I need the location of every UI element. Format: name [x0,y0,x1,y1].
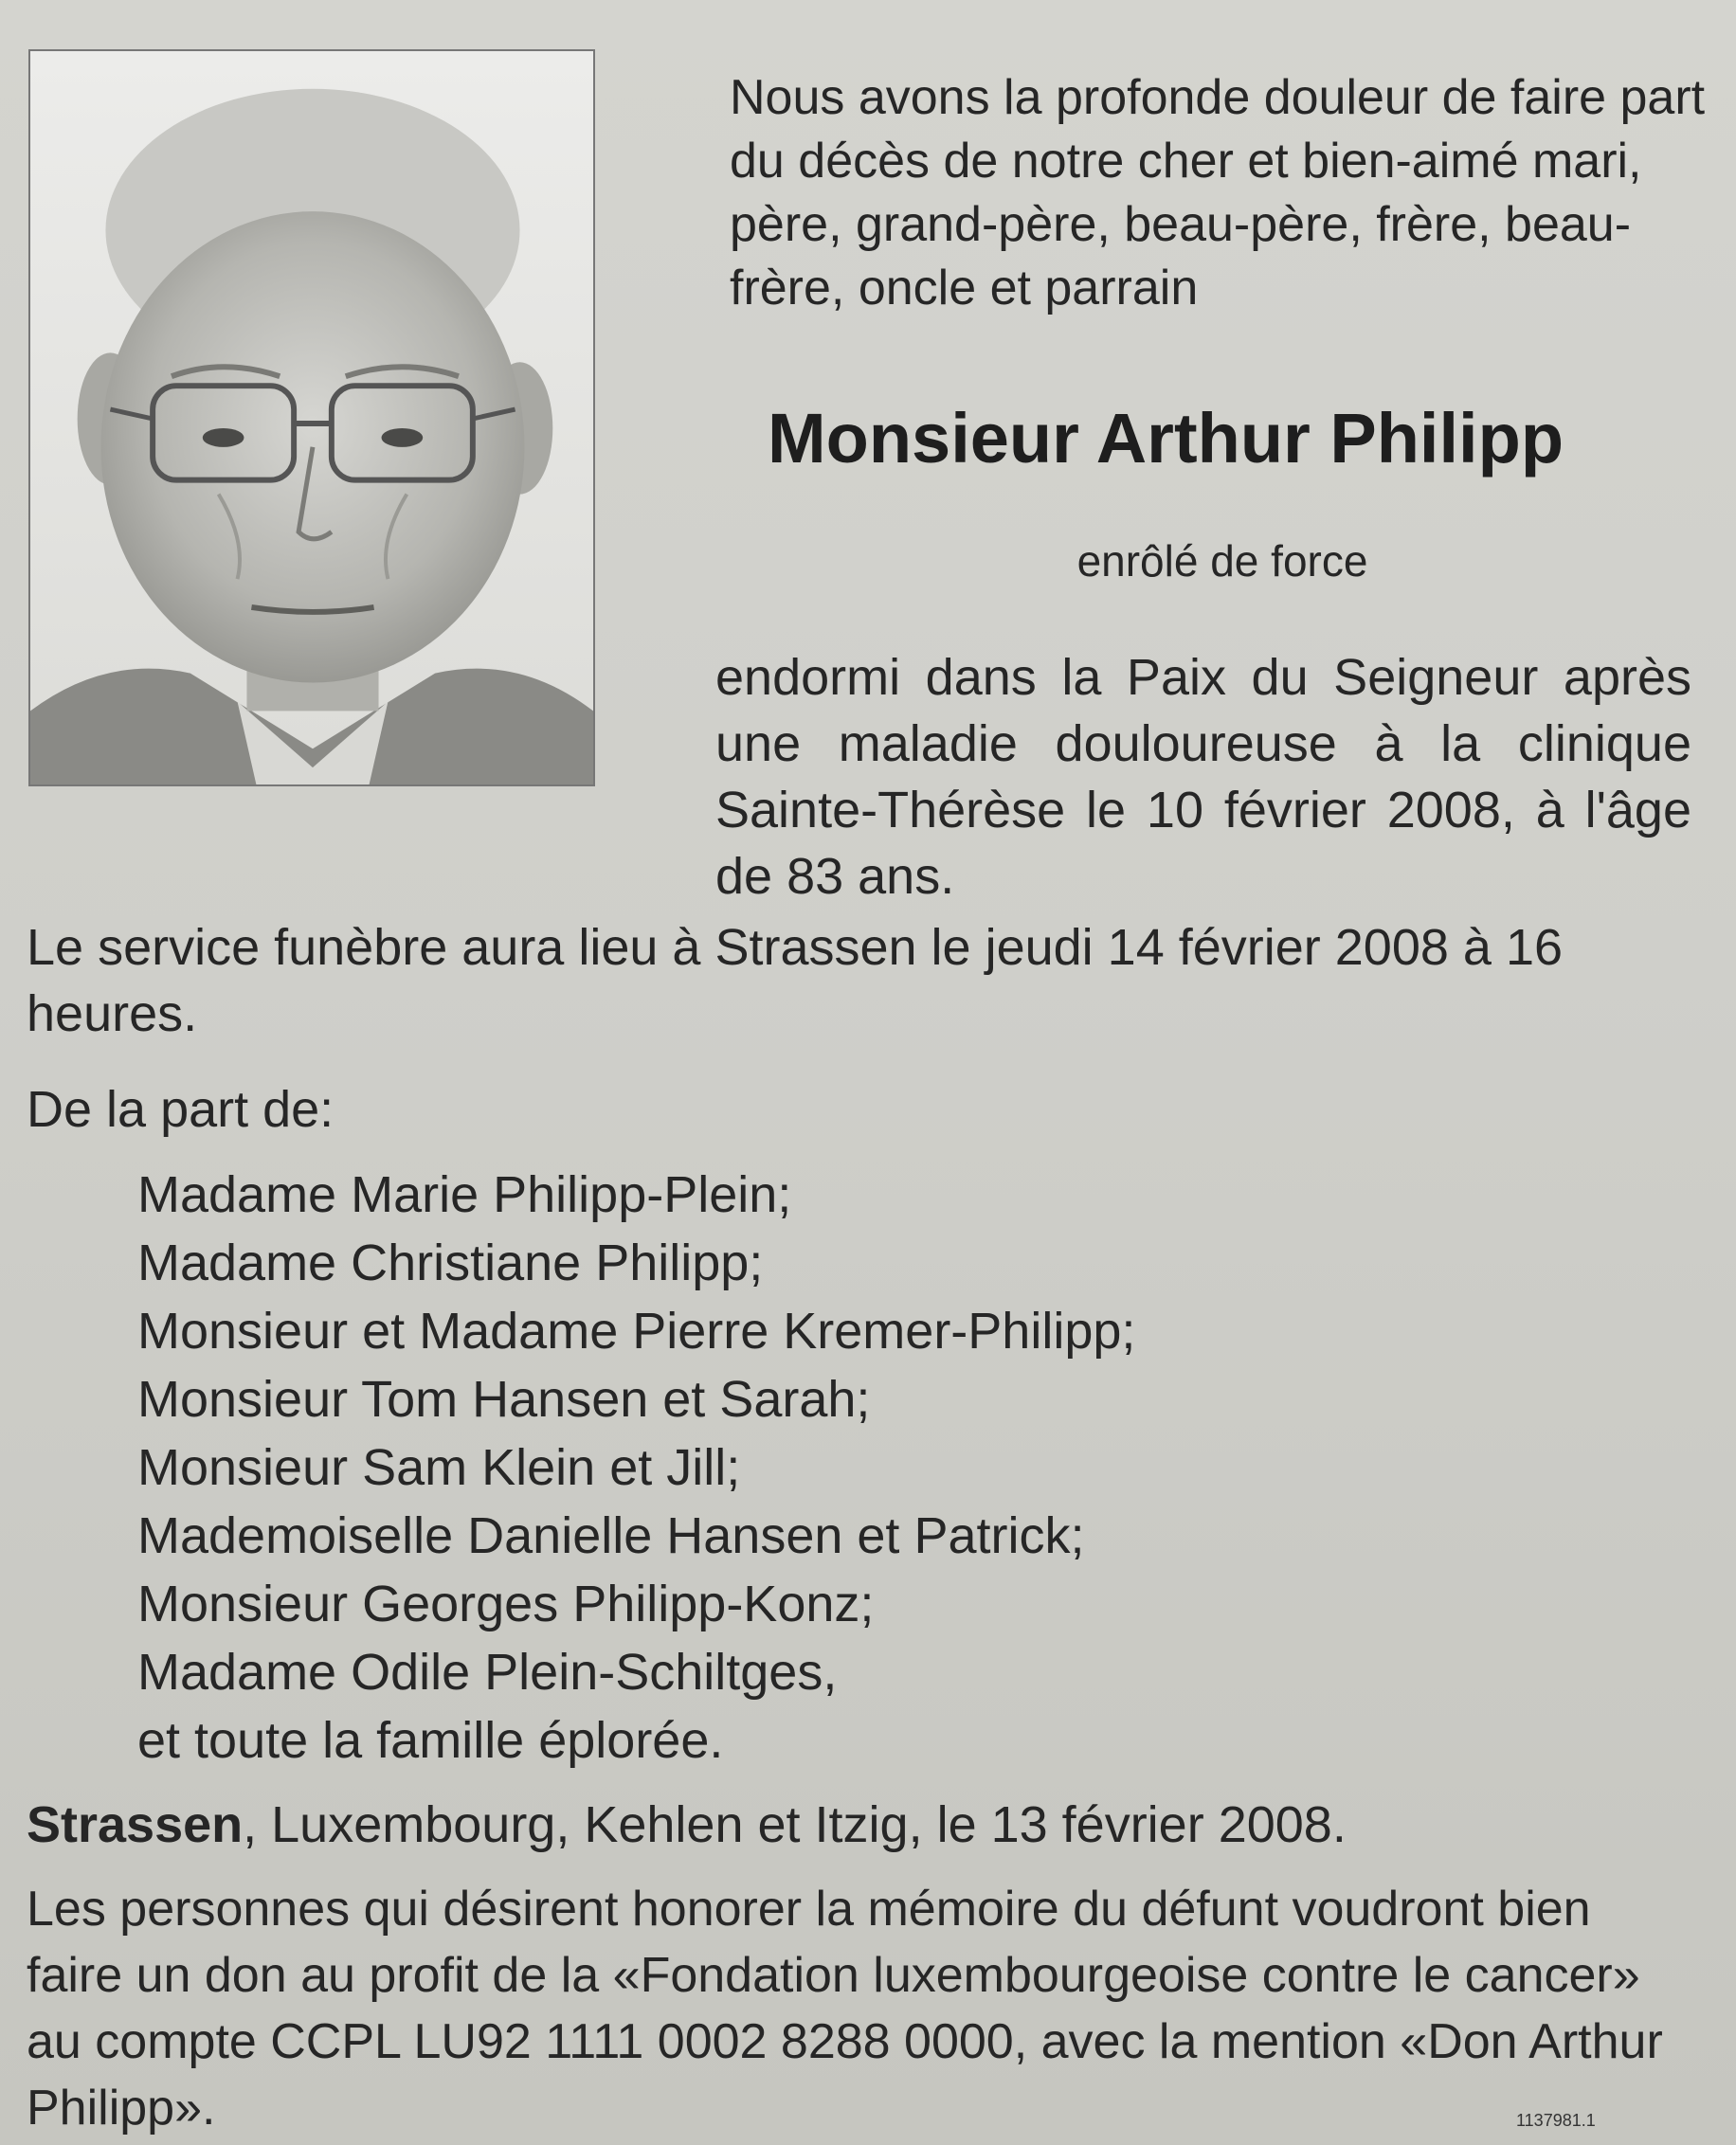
subtitle-text: enrôlé de force [1076,536,1368,586]
family-member: Mademoiselle Danielle Hansen et Patrick; [137,1507,1085,1564]
deceased-name: Monsieur Arthur Philipp [768,399,1564,478]
family-member: Monsieur et Madame Pierre Kremer-Philipp; [137,1303,1136,1360]
family-member: Monsieur Sam Klein et Jill; [137,1439,741,1496]
reference-number: 1137981.1 [1516,2111,1596,2130]
from-label: De la part de: [27,1081,335,1138]
family-list [137,1161,1559,1775]
family-member: Madame Odile Plein-Schiltges, [137,1644,838,1701]
portrait-image [30,51,593,784]
family-member: et toute la famille éplorée. [137,1712,724,1769]
family-member: Monsieur Georges Philipp-Konz; [137,1576,875,1632]
family-member: Madame Christiane Philipp; [137,1235,764,1291]
place-bold: Strassen [27,1796,244,1853]
donation-text: Les personnes qui désirent honorer la mémoire du défunt voudront bien faire un don au profit de la «Fondation luxembourgeoise contre le cancer» au compte CCPL LU92 1111 0002 8288 0000, avec la mention «Don Arthur Philipp». [27,1882,1663,2136]
family-member: Madame Marie Philipp-Plein; [137,1166,792,1223]
family-member: Monsieur Tom Hansen et Sarah; [137,1371,871,1428]
service-text: Le service funèbre aura lieu à Strassen le jeudi 14 février 2008 à 16 heures. [27,919,1564,1042]
portrait-photo [28,49,595,786]
intro-text: Nous avons la profonde douleur de faire part du décès de notre cher et bien-aimé mari, père, grand-père, beau-père, frère, beau-frère, oncle et parrain [730,70,1706,315]
place-date-line [27,1795,1694,1854]
place-rest: , Luxembourg, Kehlen et Itzig, le 13 février 2008. [243,1796,1347,1853]
death-notice-text: endormi dans la Paix du Seigneur après une maladie douloureuse à la clinique Sainte-Thérèse le 10 février 2008, à l'âge de 83 ans. [715,649,1691,905]
